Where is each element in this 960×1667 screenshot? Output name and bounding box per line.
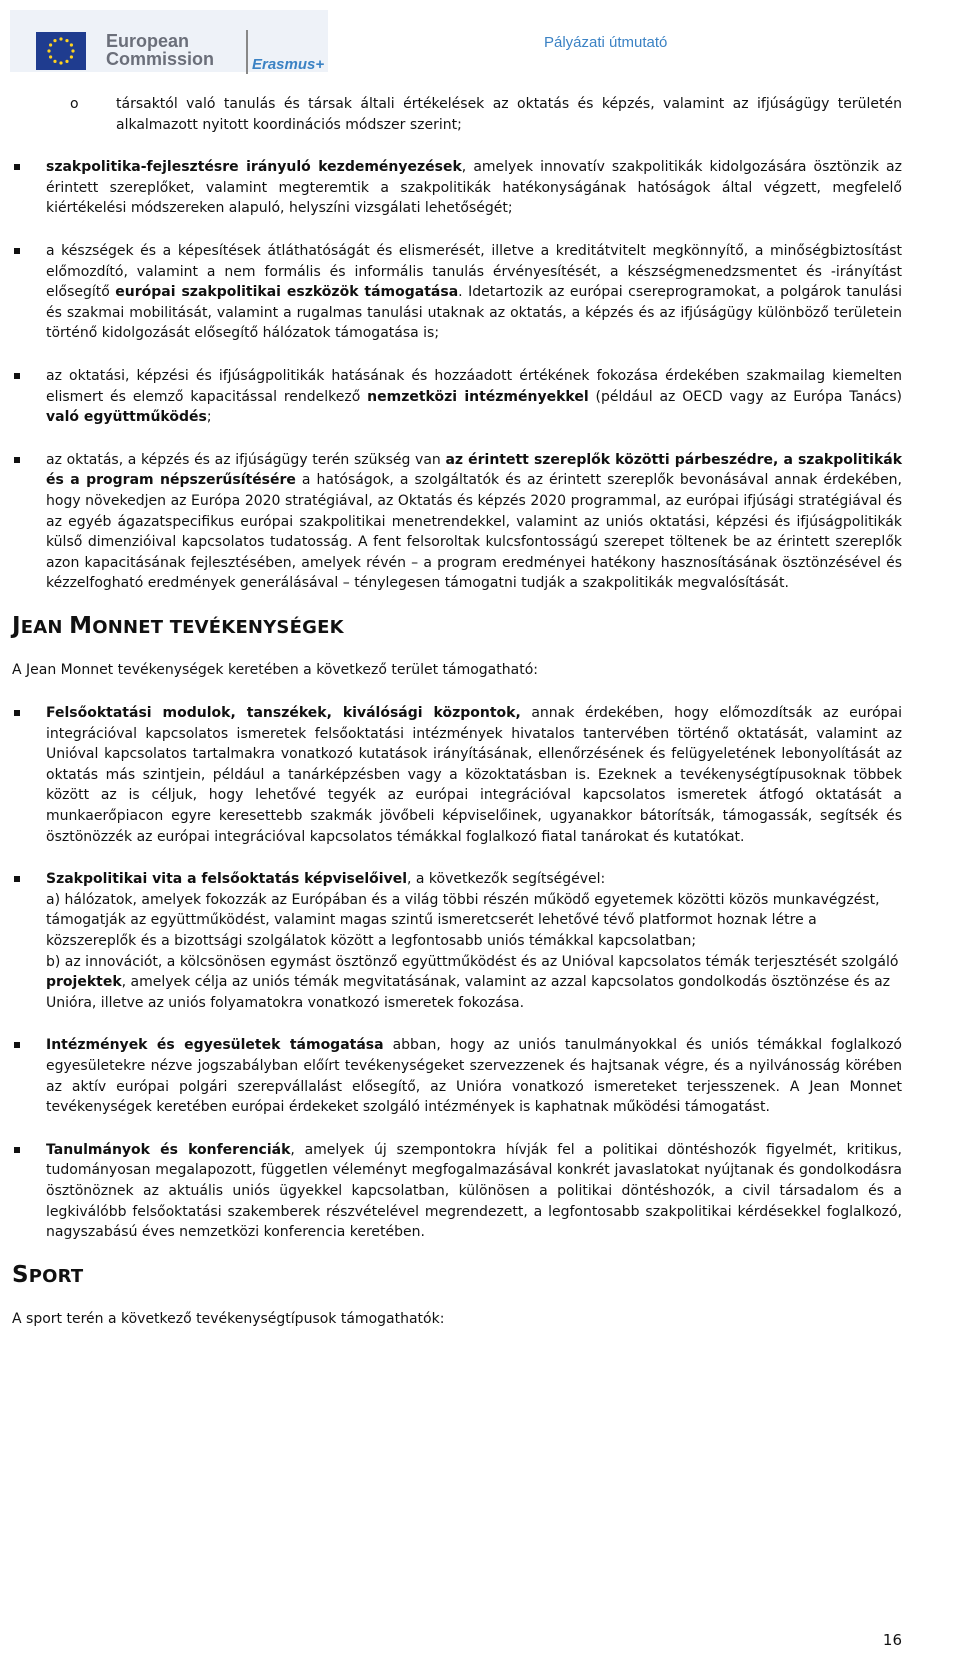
bold-text: az érintett szereplők közötti párbeszédre, a szakpolitikák és a program népszerűsítésére [46,451,903,489]
page-number: 16 [882,1631,902,1649]
list-item [12,703,902,847]
heading-capital: S [12,1261,29,1288]
bold-text: Szakpolitikai vita a felsőoktatás képviselőivel [46,871,407,888]
erasmus-plus-logo: Erasmus+ [252,56,325,73]
paragraph-text: b) az innovációt, a kölcsönösen egymást ösztönző együttműködést és az Unióval kapcsolatos témák terjesztését szolgáló [46,953,899,970]
document-label: Pályázati útmutató [544,34,668,51]
bold-text: európai szakpolitikai eszközök támogatása [115,284,459,301]
square-bullet-icon [14,457,20,463]
section-heading-sport [12,1261,902,1288]
logo-divider [246,30,248,74]
square-bullet-icon [14,164,20,170]
sub-list-item [12,94,902,135]
paragraph-text: . Idetartozik az európai csereprogramokat, a polgárok tanulási és szakmai mobilitását, valamint a rugalmas tanulási utaknak az oktatás, a képzés és az ifjúságügy különböző területein történő kidolgozását elősegítő hálózatok támogatása is; [46,284,902,342]
bold-text: Felsőoktatási modulok, tanszékek, kiválósági központok, [46,705,521,722]
square-bullet-icon [14,1147,20,1153]
square-bullet-icon [14,876,20,882]
paragraph-text: , amelyek innovatív szakpolitikák kidolgozására ösztönzik az érintett szereplőket, valamint megteremtik a szakpolitikák hatékonyságának hatóságok által végzett, megfelelő kiértékelési módszereken alapuló, helyszíni vizsgálati lehetőségét; [46,159,902,217]
heading-rest: PORT [28,1265,84,1287]
paragraph-text: abban, hogy az uniós tanulmányokkal és uniós témákkal foglalkozó egyesületekre nézve jogszabályban előírt tevékenységeket szervezzenek és hajtsanak végre, és a nyilvánosság körében az aktív európai polgári szerepvállalást elősegítő, az Unióra vonatkozó ismereteket terjesszenek. A Jean Monnet tevékenységek keretében európai érdekeket szolgáló intézmények is kaphatnak működési támogatást. [46,1037,902,1116]
bold-text: nemzetközi intézményekkel [367,388,589,405]
paragraph-text: , amelyek célja az uniós témák megvitatásának, valamint az azzal kapcsolatos gondolkodás ösztönzése és az Unióra, illetve az uniós folyamatokra vonatkozó ismeretek fokozása. [46,974,891,1011]
organization-name [106,32,214,68]
paragraph-text: a) hálózatok, amelyek fokozzák az Európában és a világ többi részén működő egyetemek közötti közös munkavégzést, támogatják az együttműködést, valamint magas szintű ismeretcserét lehetővé tévő platformot hoznak létre a közszereplők és a bizottsági szolgálatok között a legfontosabb uniós témákkal kapcsolatban; [46,891,880,949]
intro-paragraph: A sport terén a következő tevékenységtípusok támogathatók: [12,1311,445,1328]
square-bullet-icon [14,248,20,254]
bold-text: Intézmények és egyesületek támogatása [46,1037,384,1054]
list-item [12,869,902,1013]
page-header [0,0,960,80]
european-commission-logo [10,10,328,72]
paragraph-text: annak érdekében, hogy előmozdítsák az európai integrációval kapcsolatos ismeretek felsőoktatási intézmények hivatalos tantervében történő oktatását, valamint az Unióval kapcsolatos tartalmakra vonatkozó kutatások irányításának, ellenőrzésének és felügyeletének lebonyolítását az oktatás más szintjein, például a tanárképzésben vagy a közoktatásban is. Ezeknek a tevékenységtípusoknak többek között az is céljuk, hogy lehetővé tegyék az európai integrációval kapcsolatos ismeretek átfogó oktatását a munkaerőpiacon egyre keresettebb szakmák jövőbeli képviselőinek, ugyanakkor bátorítsák, támogassák, segítsék és ösztönözzék az európai integrációval kapcsolatos témákkal foglalkozó fiatal tanárokat és kutatókat. [46,705,903,845]
eu-flag-icon [36,32,86,70]
org-line-1: European [106,31,190,51]
bold-text: való együttműködés [46,409,207,426]
org-line-2: Commission [106,49,215,69]
paragraph-text: az oktatási, képzési és ifjúságpolitikák hatásának és hozzáadott értékének fokozása érdekében szakmailag kiemelten elismert és elemző kapacitással rendelkező [46,367,902,405]
list-item [12,157,902,219]
list-item [12,241,902,344]
paragraph-text: az oktatás, a képzés és az ifjúságügy terén szükség van [46,451,446,468]
paragraph-text: ; [206,409,212,426]
heading-rest: EAN [20,616,70,638]
paragraph-text: , amelyek új szempontokra hívják fel a politikai döntéshozók figyelmét, kritikus, tudományosan megalapozott, független véleményt megfogalmazásával konkrét javaslatokat nyújtanak és gondolkodásra ösztönöznek az aktuális uniós ügyekkel kapcsolatban, különösen a politikai döntéshozók, a civil társadalom és a legkiválóbb felsőoktatási szakemberek részvételével megrendezett, a legfontosabb szakpolitikai kérdésekkel foglalkozó, nagyszabású éves nemzetközi konferencia keretében. [46,1141,902,1241]
square-bullet-icon [14,710,20,716]
list-item [12,1140,902,1243]
paragraph-text: társaktól való tanulás és társak általi értékelések az oktatás és képzés, valamint az ifjúságügy területén alkalmazott nyitott koordinációs módszer szerint; [116,96,902,133]
bold-text: projektek [46,974,122,991]
list-item [12,450,902,594]
heading-capital: J [12,612,21,639]
heading-capital: M [69,612,93,639]
heading-rest: ONNET TEVÉKENYSÉGEK [92,616,344,638]
square-bullet-icon [14,1042,20,1048]
intro-paragraph: A Jean Monnet tevékenységek keretében a következő terület támogatható: [12,662,538,679]
bold-text: Tanulmányok és konferenciák [46,1141,291,1158]
list-item [12,1035,902,1117]
document-body [12,94,902,1352]
section-heading-jean-monnet [12,612,902,639]
circle-bullet-icon: o [70,96,79,112]
list-item [12,366,902,428]
paragraph-text: , a következők segítségével: [407,871,606,888]
paragraph-text: a készségek és a képesítések átláthatóságát és elismerését, illetve a kreditátvitelt megkönnyítő, a minőségbiztosítást előmozdító, valamint a nem formális és informális tanulás érvényesítését, a készségmenedzsmentet és -irányítást elősegítő [46,242,902,301]
bold-text: szakpolitika-fejlesztésre irányuló kezdeményezések [46,159,462,176]
square-bullet-icon [14,373,20,379]
paragraph-text: (például az OECD vagy az Európa Tanács) [588,388,902,405]
paragraph-text: a hatóságok, a szolgáltatók és az érintett szereplők bevonásával annak érdekében, hogy növekedjen az Európa 2020 stratégiával, az Oktatás és képzés 2020 programmal, az európai ifjúsági stratégiával és az egyéb ágazatspecifikus európai szakpolitikai menetrendekkel, valamint az uniós oktatási, képzési és ifjúságpolitikák külső dimenzióival kapcsolatos tudatosság. A fent felsoroltak kulcsfontosságú szerepet töltenek be az érintett szereplők azon kapacitásának fejlesztésében, amelyek révén – a program eredményei hatékony hasznosításának ösztönzésével és kézzelfogható eredmények generálásával – ténylegesen támogatni tudják a szakpolitikák megvalósítását. [46,472,903,592]
